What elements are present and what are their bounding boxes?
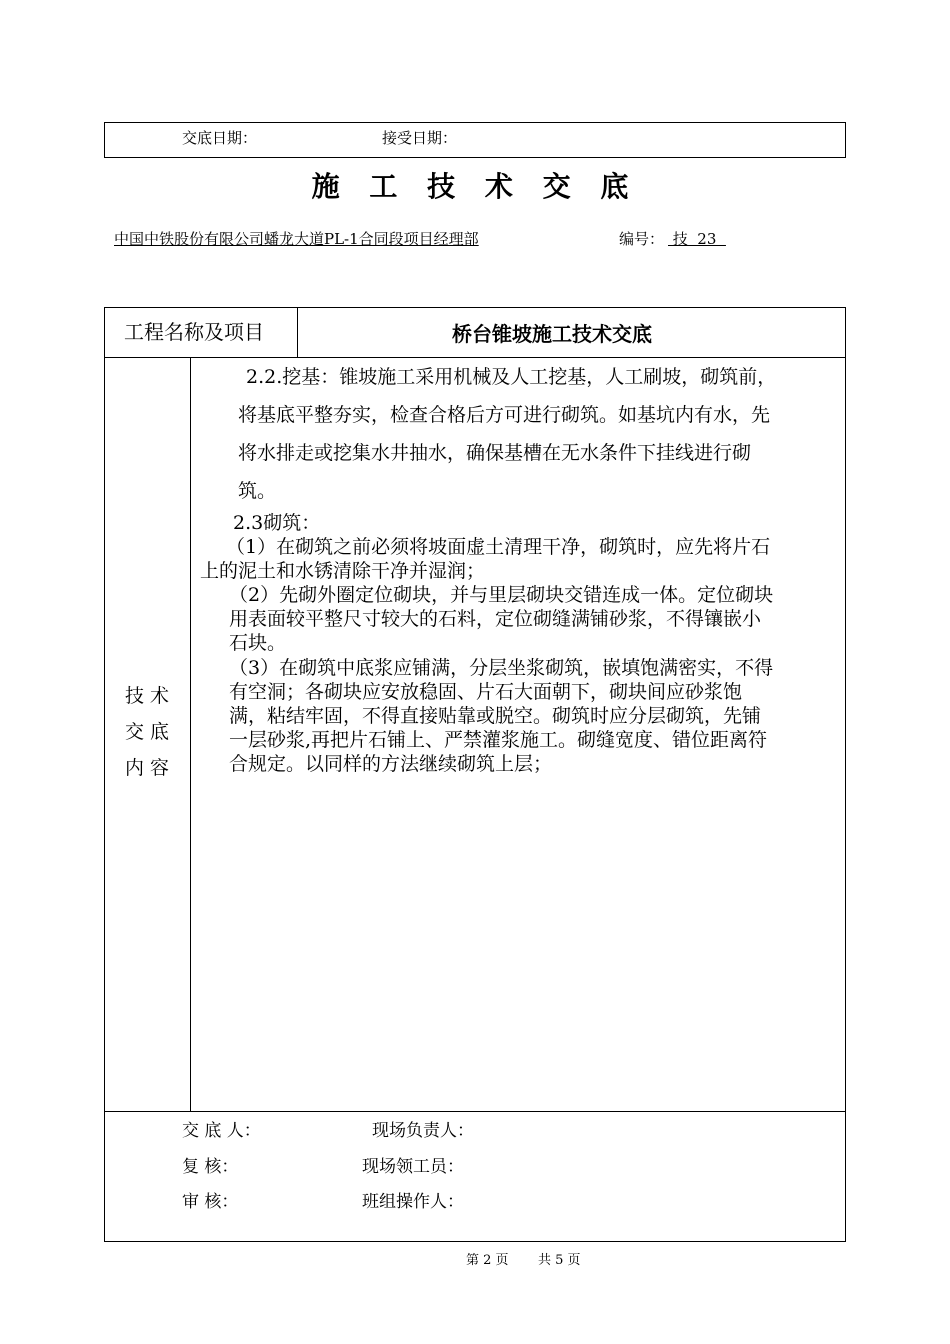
handover-date-label: 交底日期：: [182, 129, 258, 147]
site-foreman-label: 现场领工员：: [362, 1157, 464, 1177]
text-line: 满，粘结牢固，不得直接贴靠或脱空。砌筑时应分层砌筑，先铺: [229, 705, 762, 727]
col-divider-content: [190, 357, 191, 1112]
text-line: 合规定。以同样的方法继续砌筑上层；: [229, 753, 553, 775]
item-3: [229, 656, 841, 776]
project-value: 桥台锥坡施工技术交底: [452, 322, 652, 346]
text-line: 用表面较平整尺寸较大的石料，定位砌缝满铺砂浆，不得镶嵌小: [229, 608, 762, 630]
paragraph-excavation: [238, 358, 838, 510]
page-number: 第 2 页: [466, 1253, 509, 1268]
audit-label: 审 核：: [182, 1192, 239, 1212]
text-line: （1）在砌筑之前必须将坡面虚土清理干净，砌筑时，应先将片石: [226, 536, 771, 558]
page-title: 施 工 技 术 交 底: [311, 170, 639, 203]
heading-masonry: 2.3砌筑：: [233, 512, 321, 534]
text-line: 将基底平整夯实，检查合格后方可进行砌筑。如基坑内有水，先: [238, 404, 771, 426]
row-divider-bottom: [104, 1111, 846, 1112]
section-label-line: 交 底: [124, 721, 170, 743]
text-line: （2）先砌外圈定位砌块，并与里层砌块交错连成一体。定位砌块: [229, 584, 774, 606]
item-1: [200, 535, 840, 583]
page-total: 共 5 页: [538, 1253, 581, 1268]
number-label: 编号：: [619, 230, 665, 248]
text-line: （3）在砌筑中底浆应铺满，分层坐浆砌筑，嵌填饱满密实，不得: [229, 657, 774, 679]
section-label: [104, 678, 190, 786]
text-line: 一层砂浆,再把片石铺上、严禁灌浆施工。砌缝宽度、错位距离符: [229, 729, 768, 751]
receive-date-label: 接受日期：: [382, 129, 458, 147]
handover-person-label: 交 底 人：: [182, 1121, 261, 1141]
team-operator-label: 班组操作人：: [362, 1192, 464, 1212]
text-line: 将水排走或挖集水井抽水，确保基槽在无水条件下挂线进行砌: [238, 442, 752, 464]
item-2: [229, 583, 841, 655]
text-line: 筑。: [238, 480, 277, 502]
review-label: 复 核：: [182, 1157, 239, 1177]
number-value: 技 23: [668, 230, 726, 248]
text-line: 石块。: [229, 632, 287, 654]
project-label: 工程名称及项目: [124, 320, 264, 344]
section-label-line: 内 容: [124, 757, 170, 779]
text-line: 上的泥土和水锈清除干净并湿润；: [200, 560, 486, 582]
text-line: 2.2.挖基：锥坡施工采用机械及人工挖基，人工刷坡，砌筑前，: [246, 366, 777, 388]
site-manager-label: 现场负责人：: [372, 1121, 474, 1141]
text-line: 有空洞；各砌块应安放稳固、片石大面朝下，砌块间应砂浆饱: [229, 681, 743, 703]
col-divider-project: [297, 307, 298, 358]
section-label-line: 技 术: [124, 685, 170, 707]
organization-name: 中国中铁股份有限公司蟠龙大道PL-1合同段项目经理部: [114, 230, 479, 248]
